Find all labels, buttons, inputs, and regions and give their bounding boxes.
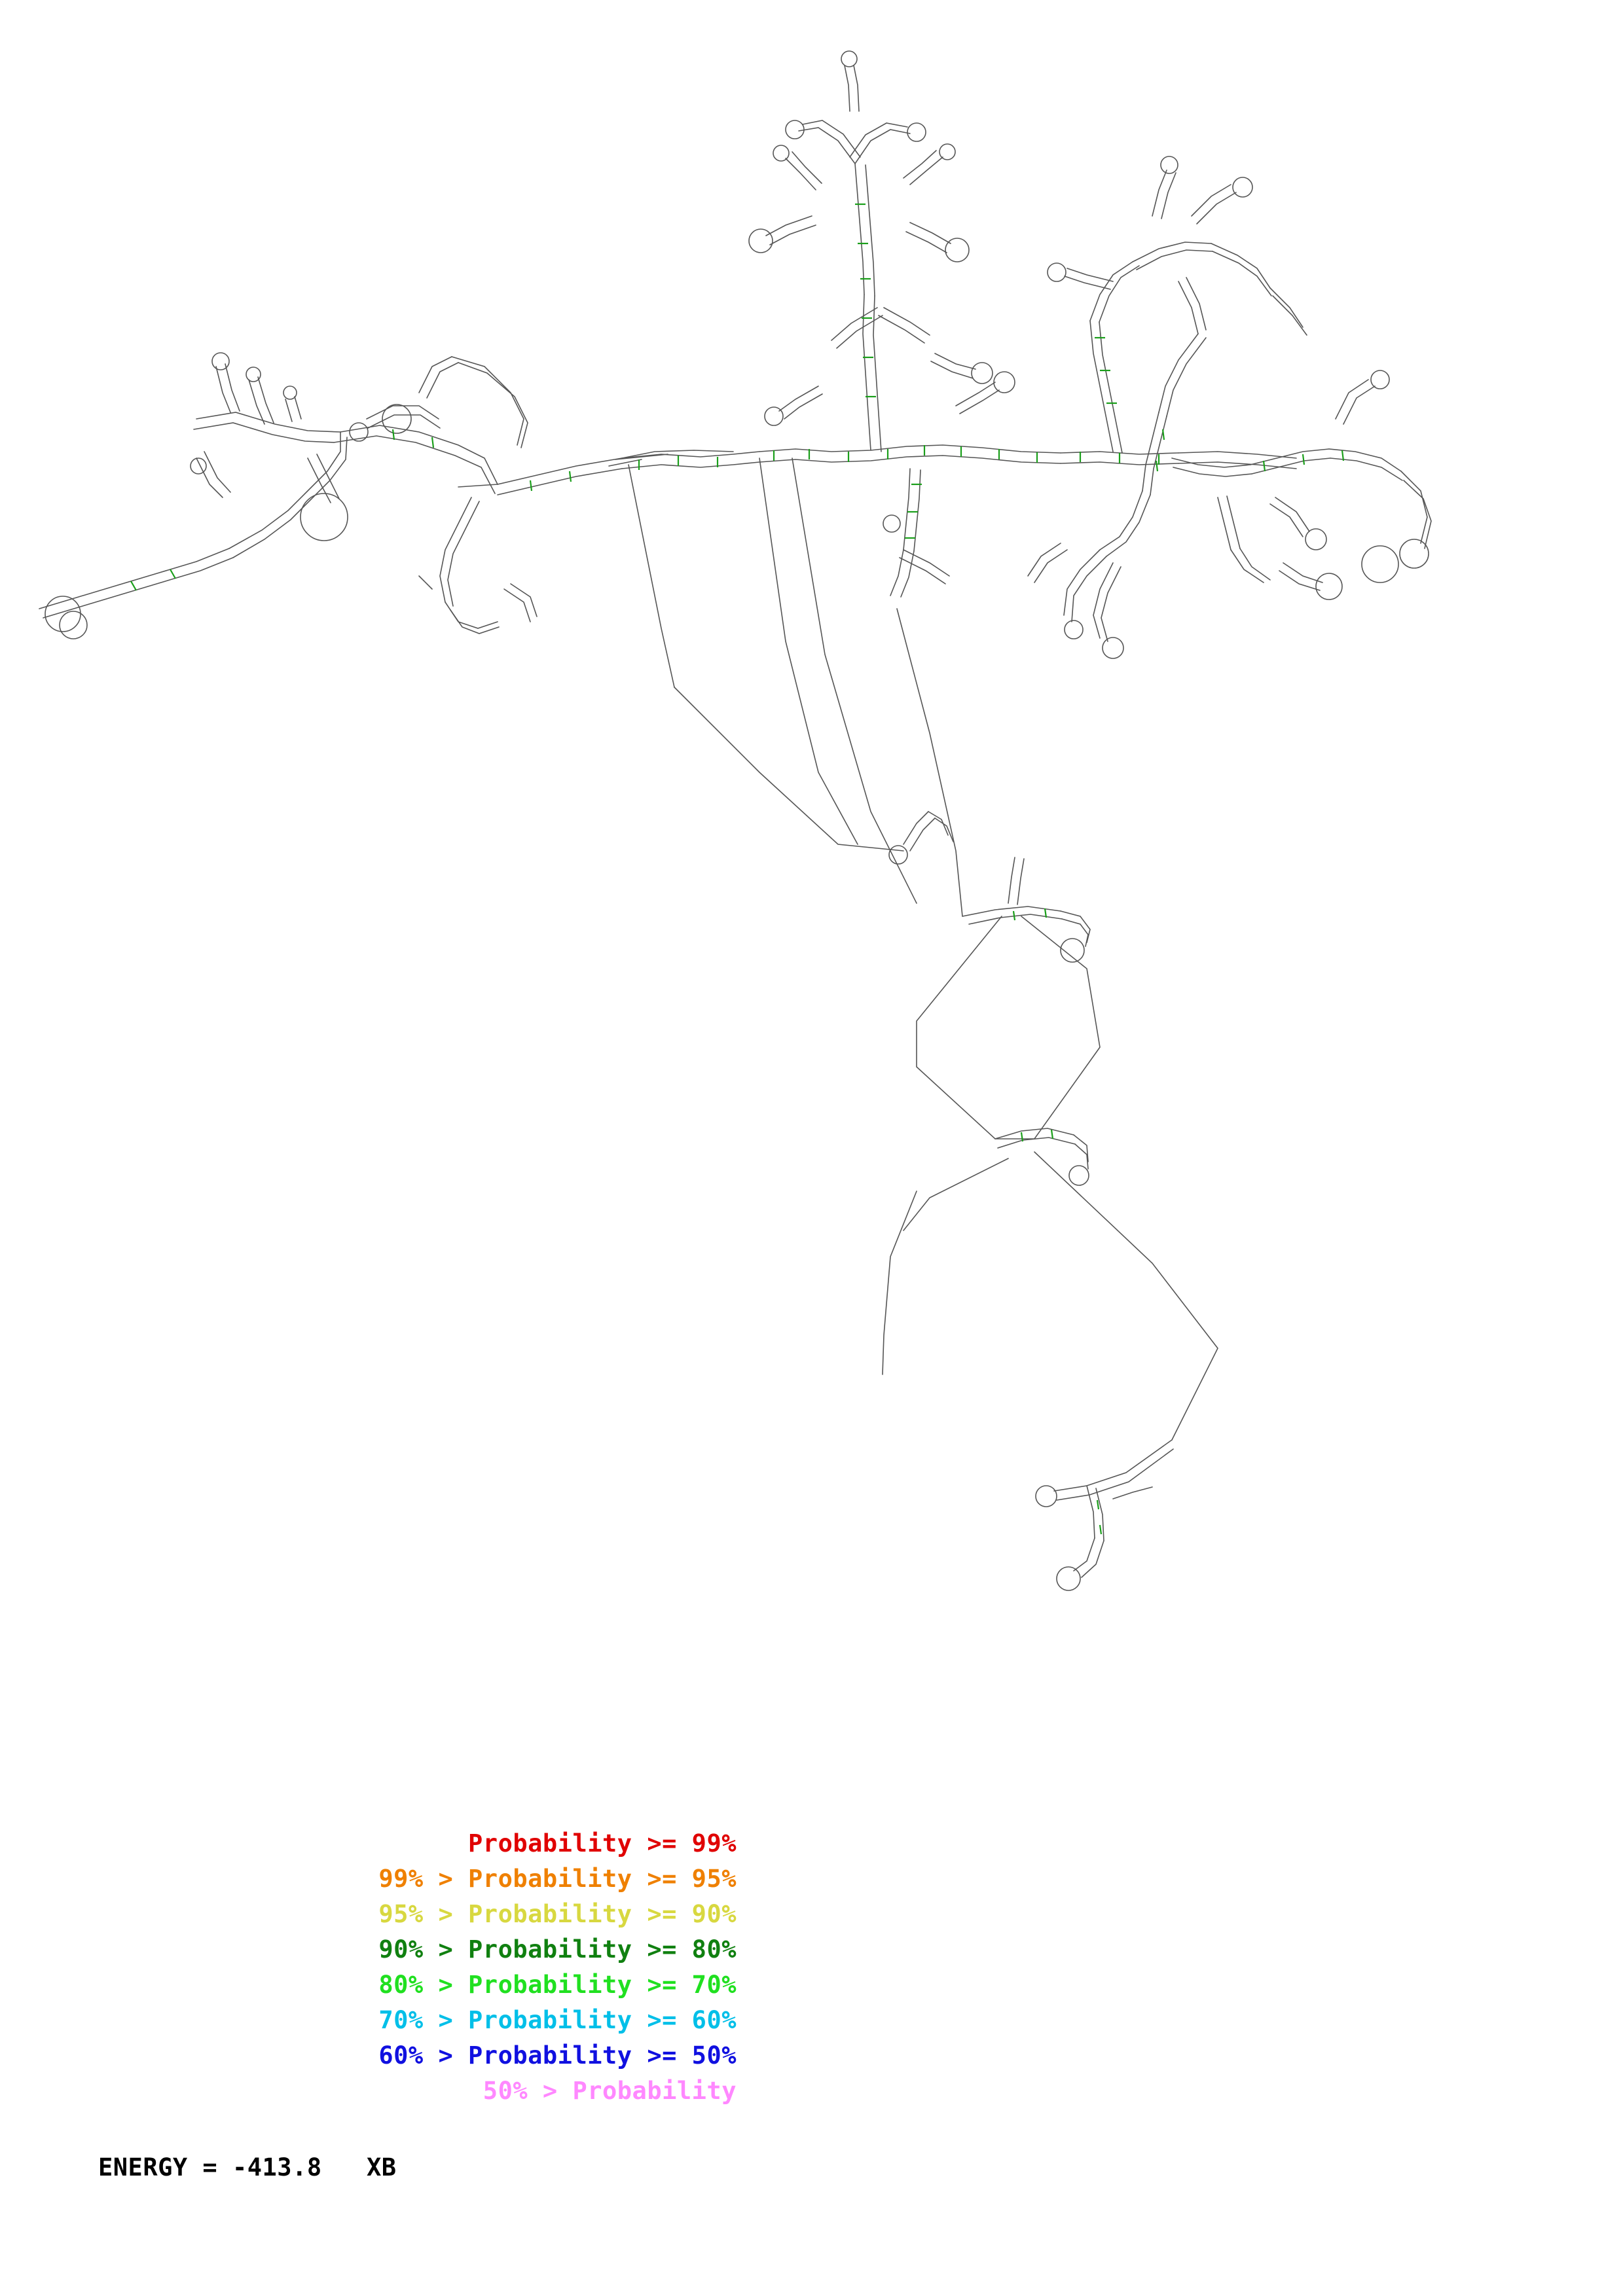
legend-row-90: 95% > Probability >= 90% <box>378 1900 737 1928</box>
legend-row-99: Probability >= 99% <box>468 1829 737 1857</box>
backbone-lines <box>39 51 1431 1590</box>
probability-legend <box>98 1826 753 2109</box>
legend-row-70: 80% > Probability >= 70% <box>378 1971 737 1999</box>
legend-row-50: 60% > Probability >= 50% <box>378 2041 737 2070</box>
legend-row-80: 90% > Probability >= 80% <box>378 1935 737 1964</box>
paired-base-ticks <box>131 204 1343 1534</box>
energy-label: ENERGY = -413.8 XB <box>98 2153 397 2181</box>
legend-row-60: 70% > Probability >= 60% <box>378 2006 737 2034</box>
legend-row-95: 99% > Probability >= 95% <box>378 1865 737 1893</box>
legend-row-below-50: 50% > Probability <box>483 2077 737 2105</box>
